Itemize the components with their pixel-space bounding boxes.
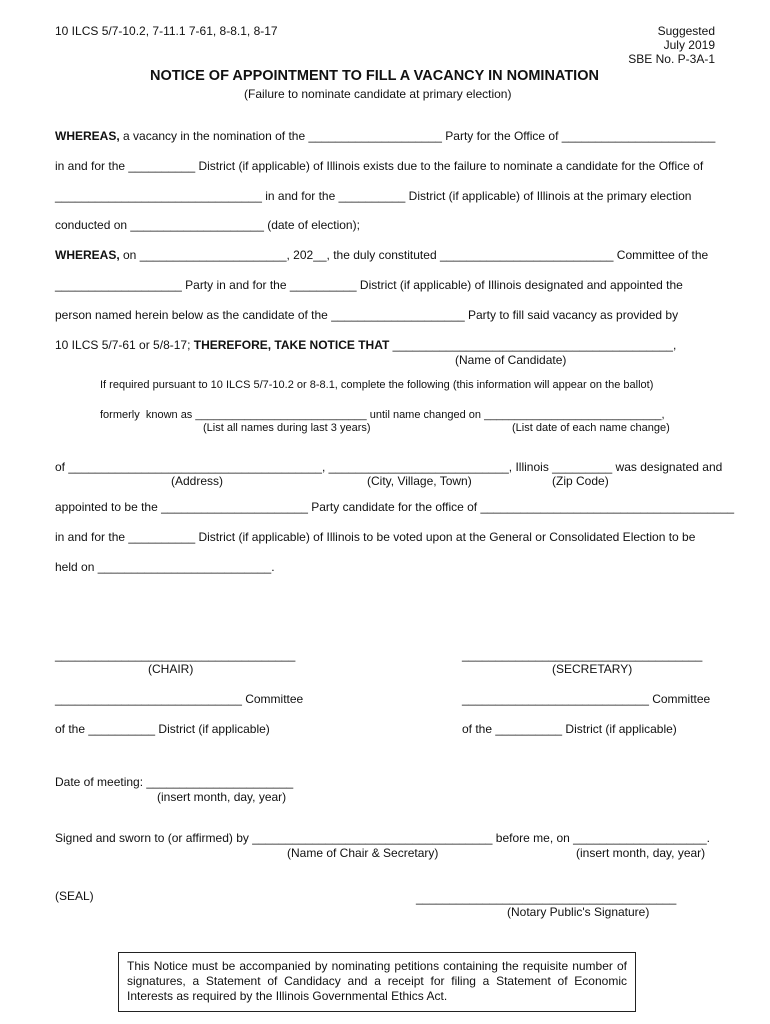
body-line-8 bbox=[55, 338, 676, 352]
whereas-line-1-text: a vacancy in the nomination of the ____________________ Party for the Office of _______________________ bbox=[119, 129, 716, 143]
whereas-line-2 bbox=[55, 248, 708, 262]
secretary-caption: (SECRETARY) bbox=[552, 662, 633, 676]
notice-text: This Notice must be accompanied by nominating petitions containing the requisite number of signatures, a Statement of Candidacy and a receipt for filing a Statement of Economic Interests as required by the Illinois Governmental Ethics Act. bbox=[127, 959, 627, 1003]
district-left: of the __________ District (if applicable) bbox=[55, 722, 270, 736]
seal-label: (SEAL) bbox=[55, 889, 94, 903]
page-subtitle: (Failure to nominate candidate at primary election) bbox=[244, 87, 512, 101]
city-caption: (City, Village, Town) bbox=[367, 474, 472, 488]
statute-citation: 10 ILCS 5/7-61 or 5/8-17; bbox=[55, 338, 194, 352]
whereas-line-1 bbox=[55, 129, 715, 143]
body-line-7: person named herein below as the candidate of the ____________________ Party to fill said vacancy as provided by bbox=[55, 308, 679, 322]
former-names-caption: (List all names during last 3 years) bbox=[203, 422, 371, 434]
suggested-label: Suggested bbox=[657, 24, 715, 38]
meeting-date-caption: (insert month, day, year) bbox=[157, 790, 287, 804]
address-line: of ______________________________________, ___________________________, Illinois _________ was designated and bbox=[55, 460, 723, 474]
committee-right: ____________________________ Committee bbox=[462, 692, 711, 706]
candidate-name-blank: __________________________________________, bbox=[389, 338, 677, 352]
held-on-line: held on __________________________. bbox=[55, 560, 275, 574]
chair-caption: (CHAIR) bbox=[148, 662, 194, 676]
statute-reference: 10 ILCS 5/7-10.2, 7-11.1 7-61, 8-8.1, 8-17 bbox=[55, 24, 278, 38]
body-line-3: _______________________________ in and for the __________ District (if applicable) of Illinois at the primary election bbox=[55, 189, 692, 203]
sworn-date-caption: (insert month, day, year) bbox=[576, 846, 706, 860]
take-notice-label: THEREFORE, TAKE NOTICE THAT bbox=[193, 338, 390, 352]
formerly-known-as: formerly known as ____________________________ until name changed on _____________________________, bbox=[100, 409, 665, 421]
committee-left: ____________________________ Committee bbox=[55, 692, 304, 706]
whereas-line-2-text: on ______________________, 202__, the duly constituted __________________________ Committee of the bbox=[119, 248, 709, 262]
chair-signature-line: ____________________________________ bbox=[55, 648, 296, 662]
form-date: July 2019 bbox=[663, 38, 715, 52]
form-number: SBE No. P-3A-1 bbox=[628, 52, 715, 66]
whereas-label: WHEREAS, bbox=[55, 129, 120, 143]
secretary-signature-line: ____________________________________ bbox=[462, 648, 703, 662]
page-title: NOTICE OF APPOINTMENT TO FILL A VACANCY IN NOMINATION bbox=[150, 68, 599, 84]
notice-box bbox=[118, 952, 636, 1012]
appointed-line: appointed to be the ______________________ Party candidate for the office of ______________________________________ bbox=[55, 500, 735, 514]
sworn-statement: Signed and sworn to (or affirmed) by ____________________________________ before me, on ____________________. bbox=[55, 831, 710, 845]
whereas-label: WHEREAS, bbox=[55, 248, 120, 262]
notary-signature-line: _______________________________________ bbox=[416, 891, 677, 905]
district-right: of the __________ District (if applicable) bbox=[462, 722, 677, 736]
ballot-instruction: If required pursuant to 10 ILCS 5/7-10.2 or 8-8.1, complete the following (this information will appear on the ballot) bbox=[100, 379, 654, 391]
name-change-date-caption: (List date of each name change) bbox=[512, 422, 670, 434]
election-line: in and for the __________ District (if applicable) of Illinois to be voted upon at the General or Consolidated Election to be bbox=[55, 530, 696, 544]
body-line-2: in and for the __________ District (if applicable) of Illinois exists due to the failure to nominate a candidate for the Office of bbox=[55, 159, 704, 173]
sworn-name-caption: (Name of Chair & Secretary) bbox=[287, 846, 439, 860]
candidate-name-caption: (Name of Candidate) bbox=[455, 353, 567, 367]
zip-caption: (Zip Code) bbox=[552, 474, 609, 488]
body-line-6: ___________________ Party in and for the __________ District (if applicable) of Illinois designated and appointed the bbox=[55, 278, 683, 292]
body-line-4: conducted on ____________________ (date of election); bbox=[55, 218, 360, 232]
address-caption: (Address) bbox=[171, 474, 224, 488]
notary-caption: (Notary Public's Signature) bbox=[507, 905, 650, 919]
meeting-date: Date of meeting: ______________________ bbox=[55, 775, 294, 789]
